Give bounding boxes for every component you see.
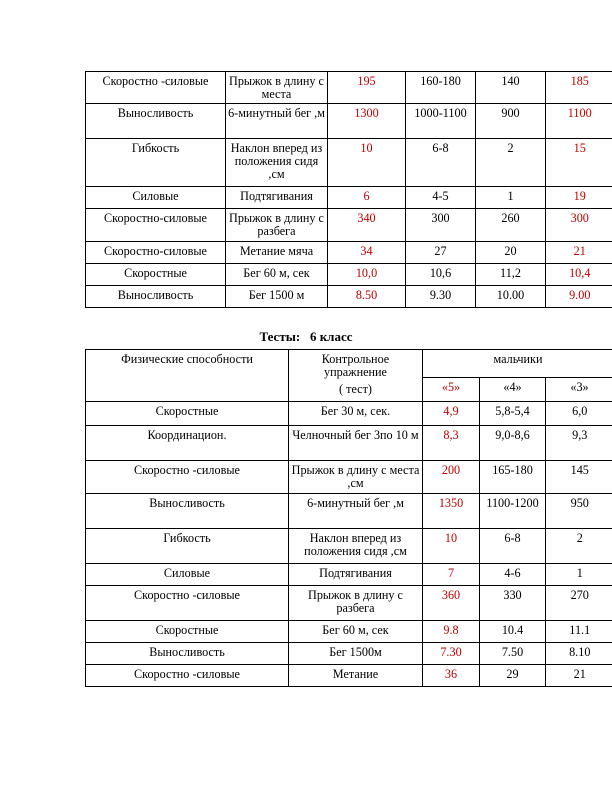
grade-3-cell: 6,0: [546, 402, 612, 426]
grade-3-cell: 270: [546, 586, 612, 621]
grade-4-cell: 10,6: [406, 264, 476, 286]
ability-cell: Координацион.: [86, 426, 289, 461]
table-row: [86, 665, 612, 687]
table-row: [86, 426, 612, 461]
grade-4-cell: 27: [406, 242, 476, 264]
table-row: [86, 209, 612, 242]
grade-3-cell: 900: [476, 104, 546, 139]
grade-4-cell: 4-5: [406, 187, 476, 209]
grade-5-cell: 8,3: [423, 426, 480, 461]
header-physical-abilities: Физические способности: [86, 350, 289, 402]
girls-grade-5-cell: 19: [546, 187, 612, 209]
grade-5-cell: 8.50: [328, 286, 406, 308]
grade-3-cell: 11.1: [546, 621, 612, 643]
grade-4-cell: 160-180: [406, 72, 476, 104]
exercise-cell: Бег 30 м, сек.: [289, 402, 423, 426]
grade-4-cell: 29: [480, 665, 546, 687]
grade-5-cell: 36: [423, 665, 480, 687]
grade-3-cell: 9,3: [546, 426, 612, 461]
grade-3-cell: 260: [476, 209, 546, 242]
grade-5-cell: 7: [423, 564, 480, 586]
section-title: Тесты: 6 класс: [259, 329, 353, 344]
exercise-cell: Бег 1500 м: [226, 286, 328, 308]
ability-cell: Скоростно-силовые: [86, 209, 226, 242]
ability-cell: Гибкость: [86, 529, 289, 564]
table-row: [86, 643, 612, 665]
table-row: [86, 461, 612, 494]
exercise-cell: Метание: [289, 665, 423, 687]
girls-grade-5-cell: 185: [546, 72, 612, 104]
ability-cell: Гибкость: [86, 139, 226, 187]
ability-cell: Скоростные: [86, 621, 289, 643]
header-control-exercise-label: Контрольное упражнение: [321, 352, 390, 379]
exercise-cell: Бег 60 м, сек: [226, 264, 328, 286]
grade-5-cell: 360: [423, 586, 480, 621]
header-control-exercise: [289, 350, 423, 402]
table-row: [86, 494, 612, 529]
exercise-cell: Прыжок в длину с места ,см: [289, 461, 423, 494]
exercise-cell: Наклон вперед из положения сидя ,см: [226, 139, 328, 187]
ability-cell: Выносливость: [86, 286, 226, 308]
ability-cell: Скоростно -силовые: [86, 72, 226, 104]
ability-cell: Силовые: [86, 187, 226, 209]
ability-cell: Скоростно-силовые: [86, 242, 226, 264]
table-row: [86, 621, 612, 643]
grade-4-cell: 1100-1200: [480, 494, 546, 529]
grade-5-cell: 10,0: [328, 264, 406, 286]
exercise-cell: Подтягивания: [289, 564, 423, 586]
grade-4-cell: 165-180: [480, 461, 546, 494]
exercise-cell: Бег 60 м, сек: [289, 621, 423, 643]
header-boys: мальчики: [423, 350, 612, 378]
table-row: [86, 139, 612, 187]
grade-3-cell: 140: [476, 72, 546, 104]
exercise-cell: 6-минутный бег ,м: [289, 494, 423, 529]
grade-4-cell: 6-8: [406, 139, 476, 187]
grade-3-cell: 8.10: [546, 643, 612, 665]
grade-3-cell: 10.00: [476, 286, 546, 308]
ability-cell: Выносливость: [86, 643, 289, 665]
table-row: [86, 72, 612, 104]
grade-3-cell: 21: [546, 665, 612, 687]
grade-3-cell: 2: [546, 529, 612, 564]
grade-4-cell: 5,8-5,4: [480, 402, 546, 426]
grade-3-cell: 2: [476, 139, 546, 187]
grade-5-cell: 1300: [328, 104, 406, 139]
table-row: [86, 264, 612, 286]
ability-cell: Силовые: [86, 564, 289, 586]
header-grade-3: «3»: [546, 378, 612, 402]
exercise-cell: Прыжок в длину с разбега: [226, 209, 328, 242]
grade-3-cell: 20: [476, 242, 546, 264]
girls-grade-5-cell: 21: [546, 242, 612, 264]
ability-cell: Скоростно -силовые: [86, 586, 289, 621]
grade-5-cell: 10: [423, 529, 480, 564]
exercise-cell: 6-минутный бег ,м: [226, 104, 328, 139]
grade-3-cell: 145: [546, 461, 612, 494]
grade-3-cell: 11,2: [476, 264, 546, 286]
ability-cell: Скоростные: [86, 402, 289, 426]
grade-5-cell: 195: [328, 72, 406, 104]
grade-5-cell: 1350: [423, 494, 480, 529]
exercise-cell: Челночный бег 3по 10 м: [289, 426, 423, 461]
grade-4-cell: 9.30: [406, 286, 476, 308]
grade-4-cell: 9,0-8,6: [480, 426, 546, 461]
table-row: [86, 242, 612, 264]
ability-cell: Скоростно -силовые: [86, 665, 289, 687]
grade-5-cell: 4,9: [423, 402, 480, 426]
table-row: [86, 402, 612, 426]
grade5-norms-table: [85, 71, 612, 308]
grade-3-cell: 1: [476, 187, 546, 209]
ability-cell: Скоростные: [86, 264, 226, 286]
ability-cell: Скоростно -силовые: [86, 461, 289, 494]
header-grade-4: «4»: [480, 378, 546, 402]
grade-3-cell: 950: [546, 494, 612, 529]
grade6-norms-table: [85, 349, 612, 687]
girls-grade-5-cell: 9.00: [546, 286, 612, 308]
exercise-cell: Наклон вперед из положения сидя ,см: [289, 529, 423, 564]
exercise-cell: Метание мяча: [226, 242, 328, 264]
grade-4-cell: 300: [406, 209, 476, 242]
exercise-cell: Прыжок в длину с разбега: [289, 586, 423, 621]
grade-5-cell: 9.8: [423, 621, 480, 643]
exercise-cell: Прыжок в длину с места: [226, 72, 328, 104]
grade-4-cell: 10.4: [480, 621, 546, 643]
girls-grade-5-cell: 1100: [546, 104, 612, 139]
table-row: [86, 529, 612, 564]
grade-3-cell: 1: [546, 564, 612, 586]
table-row: [86, 187, 612, 209]
grade-5-cell: 200: [423, 461, 480, 494]
grade-5-cell: 340: [328, 209, 406, 242]
grade-5-cell: 34: [328, 242, 406, 264]
table-row: [86, 586, 612, 621]
grade-4-cell: 4-6: [480, 564, 546, 586]
girls-grade-5-cell: 15: [546, 139, 612, 187]
exercise-cell: Бег 1500м: [289, 643, 423, 665]
header-test-label: ( тест): [339, 382, 372, 396]
grade-5-cell: 7.30: [423, 643, 480, 665]
header-grade-5: «5»: [423, 378, 480, 402]
grade-5-cell: 6: [328, 187, 406, 209]
grade-4-cell: 1000-1100: [406, 104, 476, 139]
grade-4-cell: 330: [480, 586, 546, 621]
table-row: [86, 286, 612, 308]
exercise-cell: Подтягивания: [226, 187, 328, 209]
grade-5-cell: 10: [328, 139, 406, 187]
grade-4-cell: 6-8: [480, 529, 546, 564]
table-row: [86, 564, 612, 586]
girls-grade-5-cell: 300: [546, 209, 612, 242]
grade-4-cell: 7.50: [480, 643, 546, 665]
ability-cell: Выносливость: [86, 104, 226, 139]
ability-cell: Выносливость: [86, 494, 289, 529]
table-row: [86, 104, 612, 139]
girls-grade-5-cell: 10,4: [546, 264, 612, 286]
